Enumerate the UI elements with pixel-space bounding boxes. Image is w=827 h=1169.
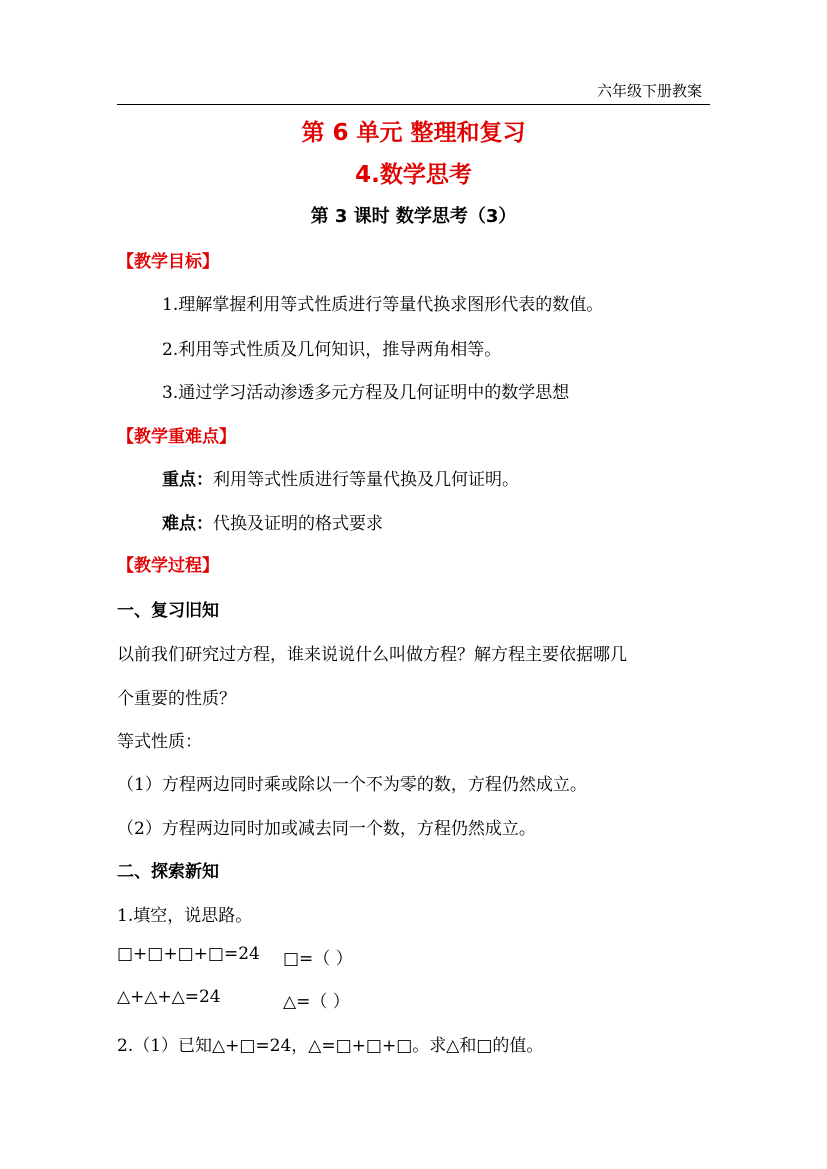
answer-1: □=（ ）: [283, 949, 353, 969]
goal-item-3: 3.通过学习活动渗透多元方程及几何证明中的数学思想: [162, 383, 570, 403]
key-points-heading: 【教学重难点】: [117, 427, 236, 447]
part2-line1: 1.填空，说思路。: [117, 906, 253, 926]
section-title: 4.数学思考: [355, 162, 472, 188]
focus-line: [162, 465, 519, 490]
unit-title: 第 6 单元 整理和复习: [301, 120, 526, 146]
difficulty-text: 代换及证明的格式要求: [213, 514, 383, 534]
part2-line4: 2.（1）已知△+□=24，△=□+□+□。求△和□的值。: [117, 1036, 544, 1056]
part1-line2: 个重要的性质？: [117, 689, 236, 709]
focus-text: 利用等式性质进行等量代换及几何证明。: [213, 470, 519, 490]
answer-2: △=（ ）: [283, 992, 350, 1012]
part1-line3: 等式性质：: [117, 732, 202, 752]
process-heading: 【教学过程】: [117, 556, 219, 576]
equation-2: △+△+△=24: [117, 987, 221, 1007]
part1-line4: （1）方程两边同时乘或除以一个不为零的数，方程仍然成立。: [117, 775, 587, 795]
header-label: 六年级下册教案: [596, 82, 702, 100]
part1-line5: （2）方程两边同时加或减去同一个数，方程仍然成立。: [117, 819, 536, 839]
difficulty-label: 难点：: [162, 514, 213, 534]
part1-line1: 以前我们研究过方程，谁来说说什么叫做方程？解方程主要依据哪几: [117, 645, 627, 665]
part1-heading: 一、复习旧知: [117, 601, 219, 621]
goal-item-2: 2.利用等式性质及几何知识，推导两角相等。: [162, 340, 502, 360]
part2-heading: 二、探索新知: [117, 862, 219, 882]
difficulty-line: [162, 509, 383, 534]
equation-1: □+□+□+□=24: [117, 944, 260, 964]
header-rule: [117, 104, 710, 105]
goals-heading: 【教学目标】: [117, 252, 219, 272]
lesson-title: 第 3 课时 数学思考（3）: [310, 206, 517, 227]
goal-item-1: 1.理解掌握利用等式性质进行等量代换求图形代表的数值。: [162, 295, 604, 315]
focus-label: 重点：: [162, 470, 213, 490]
